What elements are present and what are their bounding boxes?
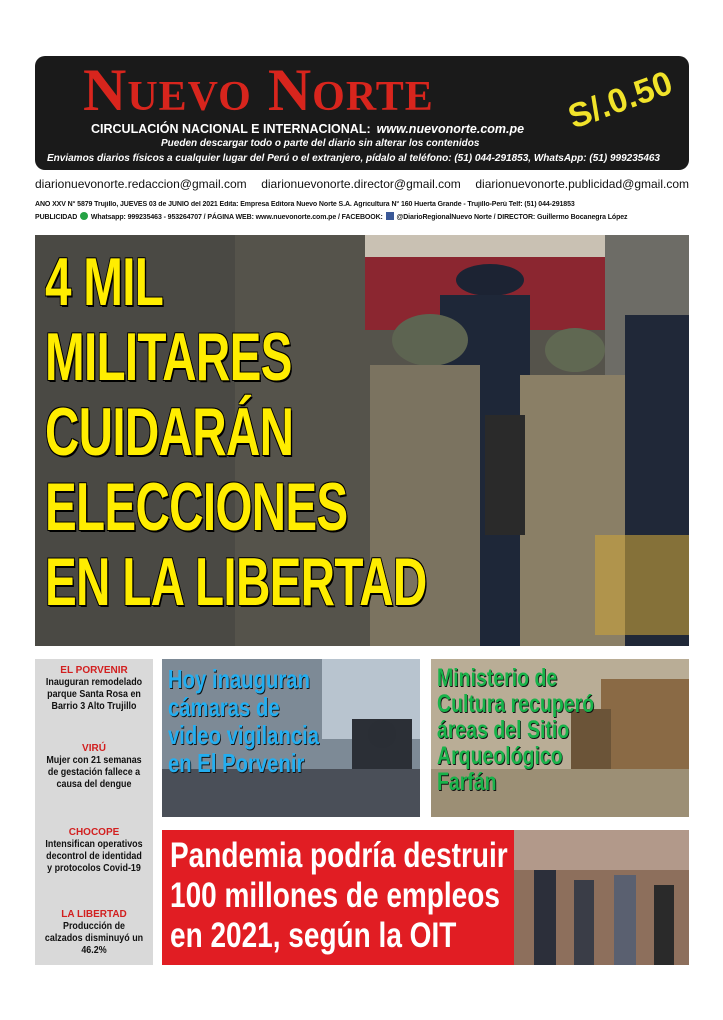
contact-info xyxy=(35,212,689,221)
hero-headline-line: ELECCIONES xyxy=(45,469,348,545)
sidebar-item[interactable] xyxy=(35,743,153,790)
sidebar-text: Intensifican operativos decontrol de identidad y protocolos Covid-19 xyxy=(45,838,143,874)
email-director[interactable]: diarionuevonorte.director@gmail.com xyxy=(261,177,461,191)
sidebar-item[interactable] xyxy=(35,665,153,712)
headline-line: en 2021, según la OIT xyxy=(170,916,457,955)
headline-line: Arqueológico xyxy=(437,742,563,770)
hero-story[interactable] xyxy=(35,235,689,646)
headline-line: video vigilancia xyxy=(168,720,320,750)
hero-headline-line: MILITARES xyxy=(45,319,292,395)
facebook-text: @DiarioRegionalNuevo Norte / DIRECTOR: Guillermo Bocanegra López xyxy=(396,214,628,221)
sidebar-category: VIRÚ xyxy=(82,743,106,754)
sidebar-text: Mujer con 21 semanas de gestación fallece a causa del dengue xyxy=(46,754,142,790)
email-publicidad[interactable]: diarionuevonorte.publicidad@gmail.com xyxy=(475,177,689,191)
hero-headline-line: EN LA LIBERTAD xyxy=(45,544,427,620)
headline-line: Cultura recuperó xyxy=(437,690,595,718)
tagline-download: Pueden descargar todo o parte del diario sin alterar los contenidos xyxy=(161,138,480,149)
sidebar-item[interactable] xyxy=(35,909,153,956)
price-badge: S/.0.50 xyxy=(563,63,678,137)
whatsapp-text: Whatsapp: 999235463 - 953264707 / PÁGINA WEB: www.nuevonorte.com.pe / FACEBOOK: xyxy=(90,214,383,221)
hero-headline-line: CUIDARÁN xyxy=(45,394,294,470)
edition-info: AÑO XXV N° 5879 Trujillo, JUEVES 03 de JUNIO del 2021 Edita: Empresa Editora Nuevo Norte S.A. Agricultura N° 160 Huerta Grande - Trujillo-Perú Telf: (51) 044-291853 xyxy=(35,201,575,208)
headline-line: áreas del Sitio xyxy=(437,716,570,744)
sidebar-text: Inauguran remodelado parque Santa Rosa en Barrio 3 Alto Trujillo xyxy=(45,676,143,712)
publicidad-label: PUBLICIDAD xyxy=(35,214,78,221)
headline-line: cámaras de xyxy=(168,692,280,722)
story-pandemia[interactable] xyxy=(162,830,689,965)
website-link[interactable]: www.nuevonorte.com.pe xyxy=(376,122,525,136)
story-camaras[interactable] xyxy=(162,659,420,817)
sidebar-category: CHOCOPE xyxy=(68,827,120,838)
story-camaras-headline xyxy=(168,665,319,777)
headline-line: Hoy inauguran xyxy=(168,664,310,694)
news-sidebar xyxy=(35,659,153,965)
email-row xyxy=(35,177,689,195)
story-pandemia-photo xyxy=(514,830,689,965)
headline-line: 100 millones de empleos xyxy=(170,876,500,915)
sidebar-category: EL PORVENIR xyxy=(60,665,128,676)
brand-logo: Nuevo Norte xyxy=(83,57,434,123)
sidebar-text: Producción de calzados disminuyó un 46.2% xyxy=(44,920,144,956)
tagline-shipping: Enviamos diarios físicos a cualquier lugar del Perú o el extranjero, pídalo al teléfono: (51) 044-291853, WhatsApp: (51) 999235463 xyxy=(47,153,660,164)
sidebar-item[interactable] xyxy=(35,827,153,874)
facebook-icon xyxy=(386,212,394,220)
hero-headline xyxy=(45,245,479,620)
story-cultura[interactable] xyxy=(431,659,689,817)
whatsapp-icon xyxy=(80,212,88,220)
email-redaccion[interactable]: diarionuevonorte.redaccion@gmail.com xyxy=(35,177,247,191)
headline-line: en El Porvenir xyxy=(168,748,305,778)
story-cultura-headline xyxy=(437,665,594,795)
headline-line: Ministerio de xyxy=(437,664,558,692)
sidebar-category: LA LIBERTAD xyxy=(61,909,127,920)
headline-line: Farfán xyxy=(437,768,497,796)
circulation-label: CIRCULACIÓN NACIONAL E INTERNACIONAL: xyxy=(91,122,371,136)
hero-headline-line: 4 MIL xyxy=(45,244,164,320)
circulation-line xyxy=(91,122,551,136)
story-pandemia-headline xyxy=(170,836,508,956)
headline-line: Pandemia podría destruir xyxy=(170,836,508,875)
